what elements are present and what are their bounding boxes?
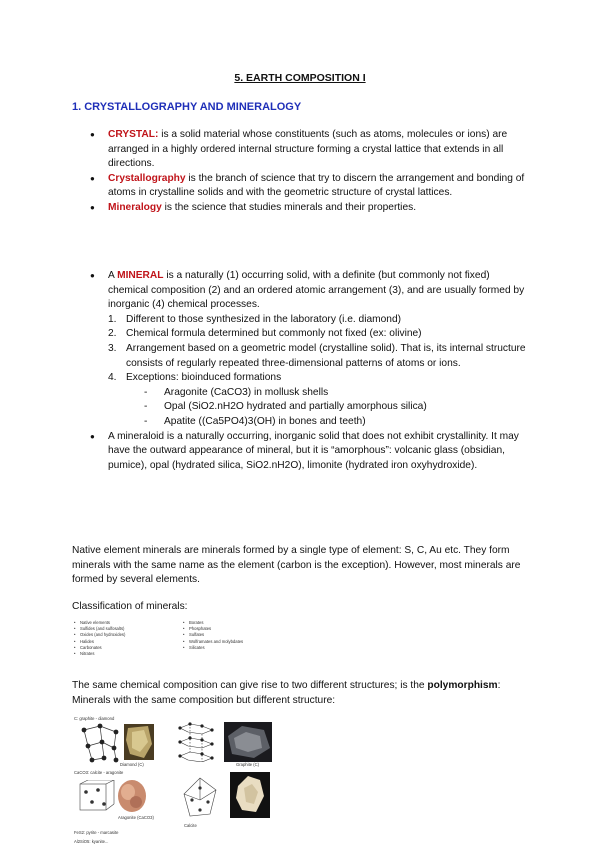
aragonite-structure-diagram bbox=[76, 780, 116, 816]
mineraloid-definition: ● A mineraloid is a naturally occurring, inorganic solid that does not exhibit crystallinity. It may have the outward appearance of mineral, but it is “amorphous”: volcanic glass (obsidian, pumice), opal (hydrated silica, SiO2.nH2O), limonite (hydrated iron oxyhydroxide). bbox=[90, 430, 530, 474]
graphite-photo bbox=[224, 722, 272, 762]
figure-caption: CaCO3: calcite - aragonite bbox=[74, 770, 124, 775]
calcite-photo bbox=[230, 772, 270, 818]
figure-caption: C: graphite - diamond bbox=[74, 716, 115, 721]
exception-item: - Apatite ((Ca5PO4)3(OH) in bones and teeth) bbox=[90, 415, 530, 430]
definition-crystal: ● CRYSTAL: is a solid material whose constituents (such as atoms, molecules or ions) are arranged in a highly ordered internal structure forming a crystal lattice that extends in all directions. bbox=[90, 128, 530, 172]
mineral-list bbox=[90, 269, 530, 473]
figure-caption: Calcite bbox=[184, 823, 197, 828]
figure-caption: Graphite (C) bbox=[236, 762, 260, 767]
figure-caption: Al2SiO5: kyanite... bbox=[74, 839, 109, 844]
figure-caption: FeS2: pyrite - marcasite bbox=[74, 830, 119, 835]
polymorphism-paragraph: The same chemical composition can give rise to two different structures; is the polymorphism: Minerals with the same composition but different structure: bbox=[72, 680, 501, 706]
aragonite-photo bbox=[116, 778, 148, 814]
condition-item: 2. Chemical formula determined but commonly not fixed (ex: olivine) bbox=[108, 328, 422, 340]
calcite-structure-diagram bbox=[180, 776, 220, 818]
definitions-list bbox=[90, 128, 530, 216]
section-heading: 1. CRYSTALLOGRAPHY AND MINERALOGY bbox=[72, 101, 302, 113]
figure-caption: Aragonite (CaCO3) bbox=[118, 815, 154, 820]
page-title: 5. EARTH COMPOSITION I bbox=[234, 72, 366, 84]
definition-crystallography: ● Crystallography is the branch of science that try to discern the arrangement and bonding of atoms in crystalline solids and with the geometric structure of crystal lattices. bbox=[90, 172, 530, 201]
diamond-photo bbox=[124, 724, 154, 760]
condition-item: 3. Arrangement based on a geometric model (crystalline solid). That is, its internal structure consists of regularly repeated three-dimensional patterns of atoms or ions. bbox=[108, 342, 526, 369]
figure-caption: Diamond (C) bbox=[120, 762, 144, 767]
classification-list-right: • Borates • Phosphates • Sulfates • Wolframates and molybdates • Silicates bbox=[183, 620, 243, 651]
diamond-structure-diagram bbox=[78, 722, 123, 764]
graphite-structure-diagram bbox=[176, 722, 220, 762]
classification-heading: Classification of minerals: bbox=[72, 601, 188, 612]
definition-mineralogy: ● Mineralogy is the science that studies minerals and their properties. bbox=[90, 201, 530, 216]
exception-item: - Aragonite (CaCO3) in mollusk shells bbox=[90, 386, 530, 401]
condition-item: 4. Exceptions: bioinduced formations bbox=[108, 372, 282, 384]
native-elements-paragraph: Native element minerals are minerals formed by a single type of element: S, C, Au etc. They form minerals with the same name as the element (carbon is the exception). However, most minerals are formed by several elements. bbox=[72, 545, 521, 586]
classification-list-left: • Native elements • Sulfides (and sulfosalts) • Oxides (and hydroxides) • Halides • Carbonates • Nitrates bbox=[74, 620, 125, 657]
exceptions-list bbox=[90, 386, 530, 430]
mineral-conditions bbox=[90, 313, 530, 386]
condition-item: 1. Different to those synthesized in the laboratory (i.e. diamond) bbox=[108, 313, 402, 325]
mineral-definition: ● A MINERAL is a naturally (1) occurring solid, with a definite (but commonly not fixed) chemical composition (2) and an ordered atomic arrangement (3), and are usually formed by inorganic (4) chemical processes. bbox=[90, 269, 530, 313]
exception-item: - Opal (SiO2.nH2O hydrated and partially amorphous silica) bbox=[90, 400, 530, 415]
